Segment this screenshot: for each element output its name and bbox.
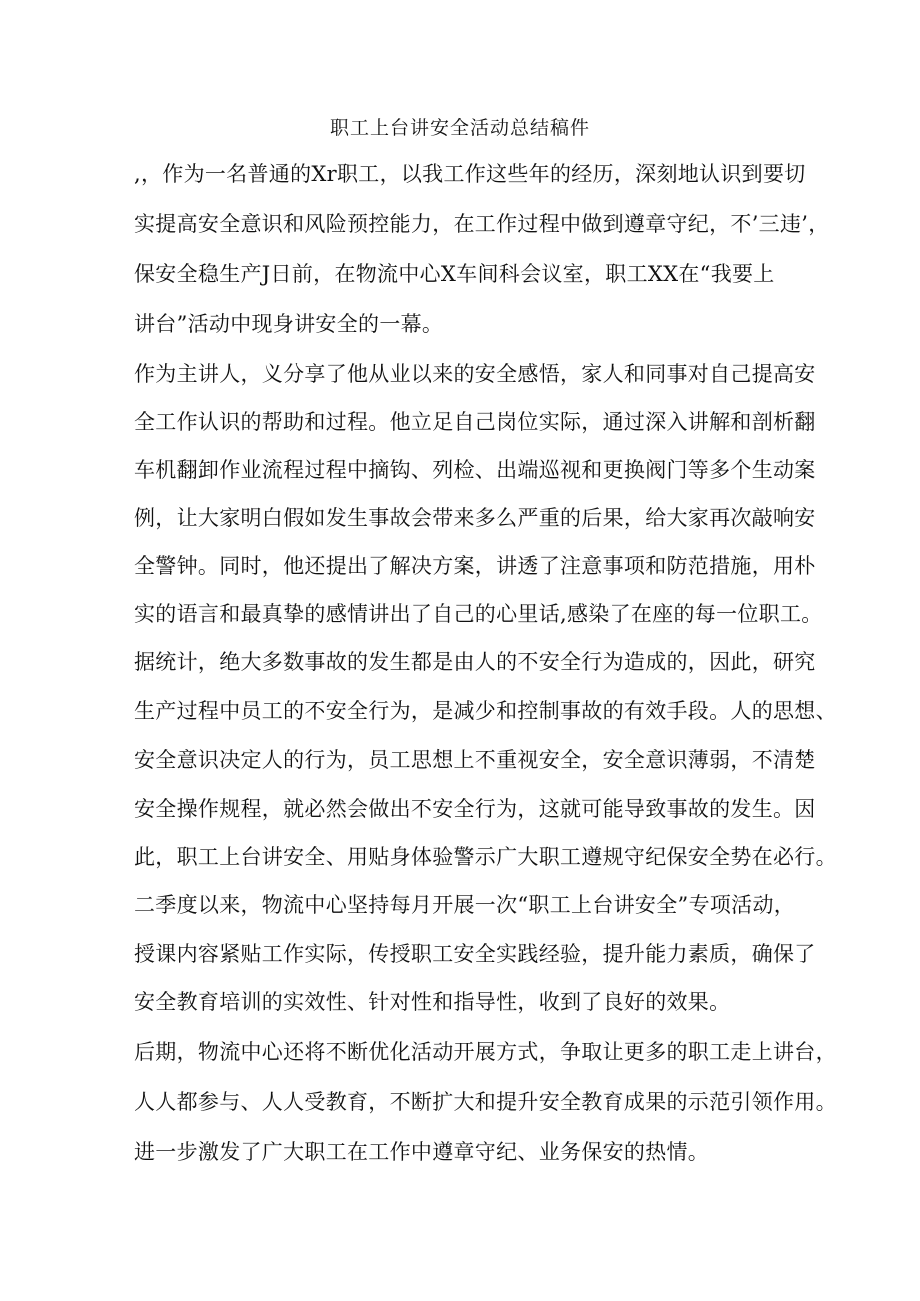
paragraph-line: 车机翻卸作业流程过程中摘钩、列检、出端巡视和更换阀门等多个生动案 — [134, 458, 816, 482]
paragraph-line: 保安全稳生产J日前，在物流中心X车间科会议室，职工XX在“我要上 — [134, 262, 775, 286]
paragraph-line: 讲台”活动中现身讲安全的一幕。 — [134, 312, 444, 336]
paragraph-line: 作为主讲人，义分享了他从业以来的安全感悟，家人和同事对自己提高安 — [134, 362, 816, 386]
paragraph-line: 安全教育培训的实效性、针对性和指导性，收到了良好的效果。 — [134, 990, 731, 1014]
paragraph-line: 全工作认识的帮助和过程。他立足自己岗位实际，通过深入讲解和剖析翻 — [134, 410, 816, 434]
paragraph-line: 实提高安全意识和风险预控能力，在工作过程中做到遵章守纪，不’三违’， — [134, 212, 830, 236]
paragraph-line: 此，职工上台讲安全、用贴身体验警示广大职工遵规守纪保安全势在必行。 — [134, 845, 837, 869]
paragraph-line: 后期，物流中心还将不断优化活动开展方式，争取让更多的职工走上讲台， — [134, 1040, 837, 1064]
paragraph-line: 授课内容紧贴工作实际，传授职工安全实践经验，提升能力素质，确保了 — [134, 942, 816, 966]
paragraph-line: ,，作为一名普通的Xr职工，以我工作这些年的经历，深刻地认识到要切 — [134, 162, 806, 186]
paragraph-line: 二季度以来，物流中心坚持每月开展一次“职工上台讲安全”专项活动， — [134, 893, 796, 917]
paragraph-line: 全警钟。同时，他还提出了解决方案，讲透了注意事项和防范措施，用朴 — [134, 554, 816, 578]
document-title: 职工上台讲安全活动总结稿件 — [329, 117, 590, 139]
paragraph-line: 安全操作规程，就必然会做出不安全行为，这就可能导致事故的发生。因 — [134, 797, 816, 821]
paragraph-line: 据统计，绝大多数事故的发生都是由人的不安全行为造成的，因此，研究 — [134, 650, 816, 674]
paragraph-line: 生产过程中员工的不安全行为，是减少和控制事故的有效手段。人的思想、 — [134, 699, 837, 723]
paragraph-line: 安全意识决定人的行为，员工思想上不重视安全，安全意识薄弱，不清楚 — [134, 748, 816, 772]
paragraph-line: 进一步激发了广大职工在工作中遵章守纪、业务保安的热情。 — [134, 1140, 710, 1164]
paragraph-line: 实的语言和最真挚的感情讲出了自己的心里话,感染了在座的每一位职工。 — [134, 602, 823, 626]
paragraph-line: 人人都参与、人人受教育，不断扩大和提升安全教育成果的示范引领作用。 — [134, 1090, 837, 1114]
paragraph-line: 例，让大家明白假如发生事故会带来多么严重的后果，给大家再次敲响安 — [134, 506, 816, 530]
